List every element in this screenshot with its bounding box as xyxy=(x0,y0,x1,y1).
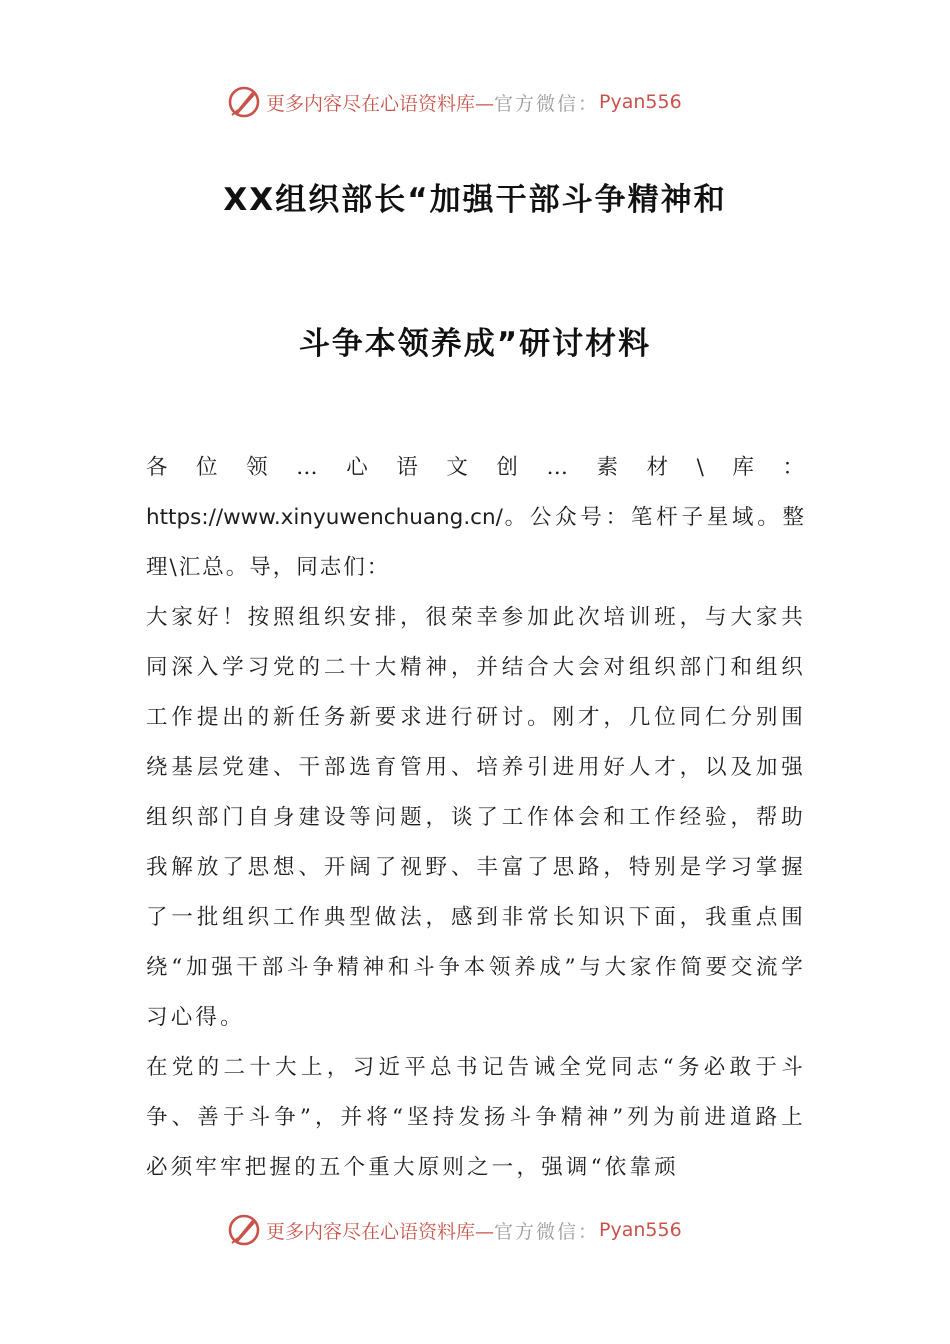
intro-text-1: 各位领…心语文创…素材\库： xyxy=(146,455,806,480)
banner-brand-text: 更多内容尽在心语资料库— xyxy=(266,1220,495,1243)
footer-banner xyxy=(226,1208,746,1252)
intro-text-2: 。公众号：笔杆子星域。整理\汇总。导，同志们： xyxy=(146,505,806,580)
banner-wechat-label: 官方微信： xyxy=(494,1220,600,1243)
intro-paragraph xyxy=(146,443,806,593)
header-banner xyxy=(226,80,746,124)
document-title-line-1: XX组织部长“加强干部斗争精神和 xyxy=(223,182,727,218)
document-title-line-2: 斗争本领养成”研讨材料 xyxy=(298,326,652,362)
body-paragraph-2: 在党的二十大上，习近平总书记告诫全党同志“务必敢于斗争、善于斗争”，并将“坚持发扬斗争精神”列为前进道路上必须牢牢把握的五个重大原则之一，强调“依靠顽 xyxy=(146,1055,806,1180)
banner-wechat-label: 官方微信： xyxy=(494,92,600,115)
banner-brand-text: 更多内容尽在心语资料库— xyxy=(266,92,495,115)
banner-wechat-handle: Pyan556 xyxy=(599,1219,682,1241)
quill-logo-icon xyxy=(226,1212,262,1248)
website-link: https://www.xinyuwenchuang.cn/ xyxy=(146,505,503,530)
body-paragraph-1: 大家好！按照组织安排，很荣幸参加此次培训班，与大家共同深入学习党的二十大精神，并结合大会对组织部门和组织工作提出的新任务新要求进行研讨。刚才，几位同仁分别围绕基层党建、干部选育管用、培养引进用好人才，以及加强组织部门自身建设等问题，谈了工作体会和工作经验，帮助我解放了思想、开阔了视野、丰富了思路，特别是学习掌握了一批组织工作典型做法，感到非常长知识下面，我重点围绕“加强干部斗争精神和斗争本领养成”与大家作简要交流学习心得。 xyxy=(146,605,806,1030)
quill-logo-icon xyxy=(226,84,262,120)
banner-wechat-handle: Pyan556 xyxy=(599,91,682,113)
